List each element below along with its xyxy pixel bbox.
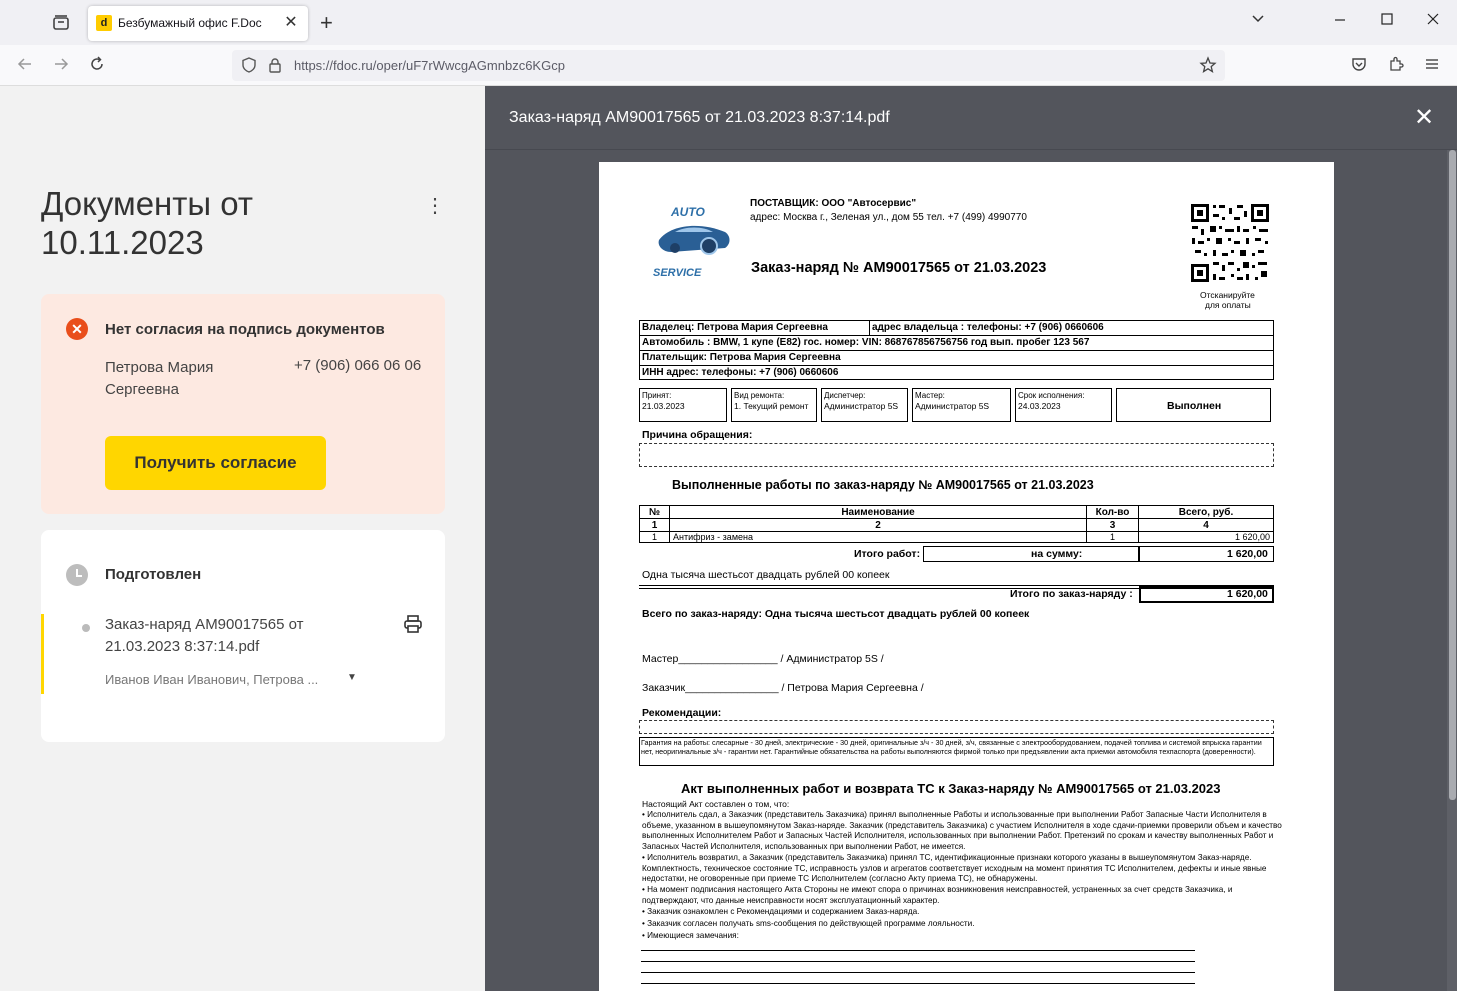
signer-phone: +7 (906) 066 06 06 — [294, 357, 422, 374]
order-total-sum: 1 620,00 — [1227, 588, 1268, 600]
doc-order-title: Заказ-наряд № АМ90017565 от 21.03.2023 — [751, 260, 1047, 276]
browser-tab-bar — [0, 0, 1457, 45]
tab-close-icon[interactable]: ✕ — [284, 14, 298, 31]
signers-list: Иванов Иван Иванович, Петрова ... — [105, 672, 319, 687]
master-signature: Мастер_________________ / Администратор 5S / — [642, 653, 884, 665]
logo-auto-text: AUTO — [671, 205, 705, 219]
shield-icon[interactable] — [240, 56, 258, 79]
act-title: Акт выполненных работ и возврата ТС к Заказ-наряду № АМ90017565 от 21.03.2023 — [681, 781, 1221, 796]
act-paragraph-4: • Заказчик ознакомлен с Рекомендациями и содержанием Заказ-наряда. — [642, 907, 920, 916]
act-paragraph-1: • Исполнитель сдал, а Заказчик (представитель Заказчика) принял выполненные Работы и использованные при выполнении Работ Запасные Части Исполнителя в объеме, указанном в вышеупомянутом Заказ-наряде. Заказчик (представитель Заказчика) с участием Исполнителя в ходе сдачи-приемки проверили объем и качество выполненных Исполнителем Работ и Запасных Частей Исполнителя, использованных при выполнении Работ. Претензий по срокам и качеству выполненных Работ и Запасных Частей Исполнителя, использованных при выполнении Работ, не имеется. — [642, 810, 1282, 851]
bookmark-star-icon[interactable] — [1199, 56, 1217, 79]
order-state-box: Выполнен — [1116, 388, 1271, 422]
payer-row: Плательщик: Петрова Мария Сергеевна — [642, 352, 841, 363]
act-paragraph-5: • Заказчик согласен получать sms-сообщения по действующей программе лояльности. — [642, 919, 975, 928]
dispatcher-box: Диспетчер: Администратор 5S — [821, 388, 908, 422]
fdoc-favicon-icon: d — [96, 15, 112, 31]
total-works-sum: 1 620,00 — [1227, 548, 1268, 560]
maximize-icon[interactable] — [1375, 10, 1399, 31]
file-name[interactable]: Заказ-наряд АМ90017565 от 21.03.2023 8:37:14.pdf — [105, 616, 304, 655]
clock-icon — [66, 564, 88, 586]
act-paragraph-6: • Имеющиеся замечания: — [642, 931, 739, 940]
documents-sidebar — [0, 86, 485, 991]
doc-supplier: ПОСТАВЩИК: ООО "Автосервис" — [750, 198, 917, 209]
consent-warning-card — [41, 294, 445, 514]
viewer-scrollbar[interactable] — [1447, 150, 1457, 991]
doc-supplier-address: адрес: Москва г., Зеленая ул., дом 55 тел. +7 (499) 4990770 — [750, 212, 1027, 223]
viewer-header — [485, 86, 1457, 150]
autoservice-logo — [651, 200, 735, 280]
reason-field — [639, 443, 1274, 467]
back-arrow-icon[interactable] — [14, 55, 36, 77]
url-text[interactable]: https://fdoc.ru/oper/uF7rWwcgAGmnbzc6KGcp — [294, 58, 565, 73]
table-row: 1 Антифриз - замена 1 1 620,00 — [640, 532, 1274, 543]
master-box: Мастер: Администратор 5S — [912, 388, 1011, 422]
reason-label: Причина обращения: — [642, 429, 753, 441]
deadline-box: Срок исполнения: 24.03.2023 — [1015, 388, 1112, 422]
act-paragraph-3: • На момент подписания настоящего Акта Стороны не имеют спора о причинах возникновения неисправностей, устраненных за счет средств Заказчика, и подтверждают, что данные неисправности носят эксплуатационный характер. — [642, 885, 1233, 905]
document-file-item[interactable] — [41, 614, 445, 694]
url-bar[interactable] — [232, 50, 1225, 81]
tab-title: Безбумажный офис F.Doc — [118, 16, 262, 30]
tab-list-icon[interactable] — [50, 12, 72, 34]
extensions-icon[interactable] — [1385, 55, 1407, 77]
payment-qr-code — [1189, 202, 1271, 284]
minimize-icon[interactable] — [1328, 10, 1352, 31]
pdf-viewer — [485, 86, 1457, 991]
window-close-icon[interactable] — [1421, 10, 1445, 31]
consent-warning-title: Нет согласия на подпись документов — [105, 321, 385, 338]
pocket-icon[interactable] — [1348, 55, 1370, 77]
lock-icon[interactable] — [266, 56, 284, 79]
browser-tab-active[interactable] — [88, 6, 308, 41]
more-options-icon[interactable]: ⋮ — [425, 195, 445, 217]
qr-code-icon — [1189, 202, 1271, 284]
inn-row: ИНН адрес: телефоны: +7 (906) 0660606 — [642, 367, 839, 378]
act-intro: Настоящий Акт составлен о том, что: — [642, 799, 790, 809]
get-consent-button[interactable]: Получить согласие — [105, 436, 326, 490]
works-title: Выполненные работы по заказ-наряду № АМ90017565 от 21.03.2023 — [672, 478, 1094, 492]
scrollbar-thumb[interactable] — [1449, 150, 1456, 800]
bullet-icon — [82, 624, 90, 632]
signer-name: Петрова Мария Сергеевна — [105, 359, 214, 398]
order-total-words: Всего по заказ-наряду: Одна тысяча шестьсот двадцать рублей 00 копеек — [642, 608, 1030, 620]
document-status-card — [41, 530, 445, 742]
page-title: Документы от 10.11.2023 — [41, 185, 254, 261]
status-title: Подготовлен — [105, 566, 202, 583]
total-sum-label: на сумму: — [1031, 548, 1083, 560]
hamburger-menu-icon[interactable] — [1421, 55, 1443, 77]
order-total-label: Итого по заказ-наряду : — [1010, 588, 1133, 600]
signers-dropdown-icon[interactable]: ▼ — [347, 672, 357, 683]
owner-address: адрес владельца : телефоны: +7 (906) 0660606 — [872, 322, 1104, 333]
viewer-close-icon[interactable]: ✕ — [1413, 104, 1435, 131]
logo-service-text: SERVICE — [653, 267, 702, 279]
pdf-page — [599, 162, 1334, 991]
viewer-title: Заказ-наряд АМ90017565 от 21.03.2023 8:37:14.pdf — [509, 109, 890, 126]
browser-nav-bar — [0, 45, 1457, 86]
warranty-box — [639, 737, 1274, 766]
repair-type-box: Вид ремонта: 1. Текущий ремонт — [731, 388, 817, 422]
recommendations-label: Рекомендации: — [642, 707, 722, 719]
tab-overflow-chevron-icon[interactable] — [1246, 10, 1270, 31]
warranty-text: Гарантия на работы: слесарные - 30 дней, электрические - 30 дней, оригинальные з/ч - 30 дней, з/ч, связанные с электрооборудованием, подачей топлива и системой впрыска гарантии нет, неоригинальные з/ч - гарантии нет. Гарантийные обязательства на работы выполняются фирмой только при предъявлении акта приемки автомобиля техпаспорта (доверенности). — [641, 738, 1262, 756]
act-paragraph-2: • Исполнитель возвратил, а Заказчик (представитель Заказчика) принял ТС, идентификационные признаки которого указаны в вышеупомянутом Заказ-наряде. Комплектность, техническое состояние ТС, исправность узлов и агрегатов соответствует исходным на момент принятия ТС Исполнителем, дефекты и иные явные недостатки, не оговоренные при приеме ТС Исполнителем (согласно Акту приема ТС), не обнаружены. — [642, 853, 1267, 884]
error-x-icon: ✕ — [66, 318, 88, 340]
new-tab-icon[interactable]: + — [320, 10, 333, 35]
reload-icon[interactable] — [86, 55, 108, 77]
total-works-label: Итого работ: — [854, 548, 921, 560]
accepted-box: Принят: 21.03.2023 — [639, 388, 727, 422]
amount-in-words: Одна тысяча шестьсот двадцать рублей 00 копеек — [642, 569, 890, 581]
owner-row: Владелец: Петрова Мария Сергеевна — [642, 322, 828, 333]
printer-icon[interactable] — [402, 614, 424, 634]
car-row: Автомобиль : BMW, 1 купе (E82) гос. номер: VIN: 868767856756756 год вып. пробег 123 567 — [642, 337, 1090, 348]
qr-caption-1: Отсканируйте — [1200, 290, 1255, 300]
qr-caption-2: для оплаты — [1205, 300, 1251, 310]
customer-signature: Заказчик________________ / Петрова Мария Сергеевна / — [642, 682, 924, 694]
forward-arrow-icon[interactable] — [50, 55, 72, 77]
recommendations-field — [639, 720, 1274, 734]
works-table: № Наименование Кол-во Всего, руб. 1 2 3 4 1 Антифриз - замена 1 1 620,00 — [639, 505, 1274, 543]
